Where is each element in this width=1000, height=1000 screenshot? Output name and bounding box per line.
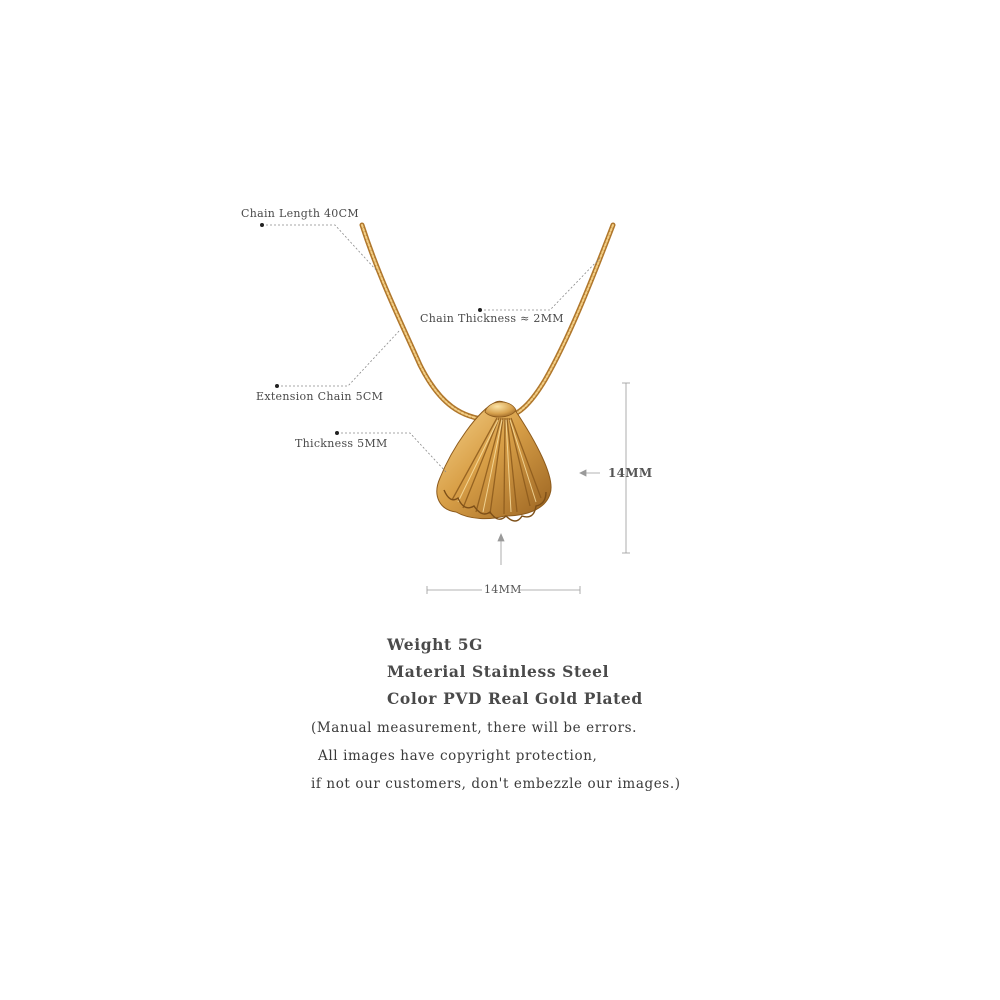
color-spec: Color PVD Real Gold Plated xyxy=(387,689,643,708)
shell-pendant xyxy=(437,401,551,521)
extension-chain-leader xyxy=(277,330,400,386)
thickness-label: Thickness 5MM xyxy=(295,437,388,450)
disclaimer-line-2: All images have copyright protection, xyxy=(318,748,598,764)
disclaimer-line-3: if not our customers, don't embezzle our images.) xyxy=(311,776,681,792)
material-spec: Material Stainless Steel xyxy=(387,662,610,681)
weight-spec: Weight 5G xyxy=(387,635,483,654)
chain-length-label: Chain Length 40CM xyxy=(241,207,359,220)
extension-chain-label: Extension Chain 5CM xyxy=(256,390,384,403)
disclaimer-line-1: (Manual measurement, there will be errors. xyxy=(311,720,638,736)
width-dimension-label: 14MM xyxy=(484,583,522,596)
height-dimension-label: 14MM xyxy=(608,466,653,480)
chain-thickness-label: Chain Thickness ≈ 2MM xyxy=(420,312,564,325)
chain-length-leader xyxy=(262,225,376,270)
